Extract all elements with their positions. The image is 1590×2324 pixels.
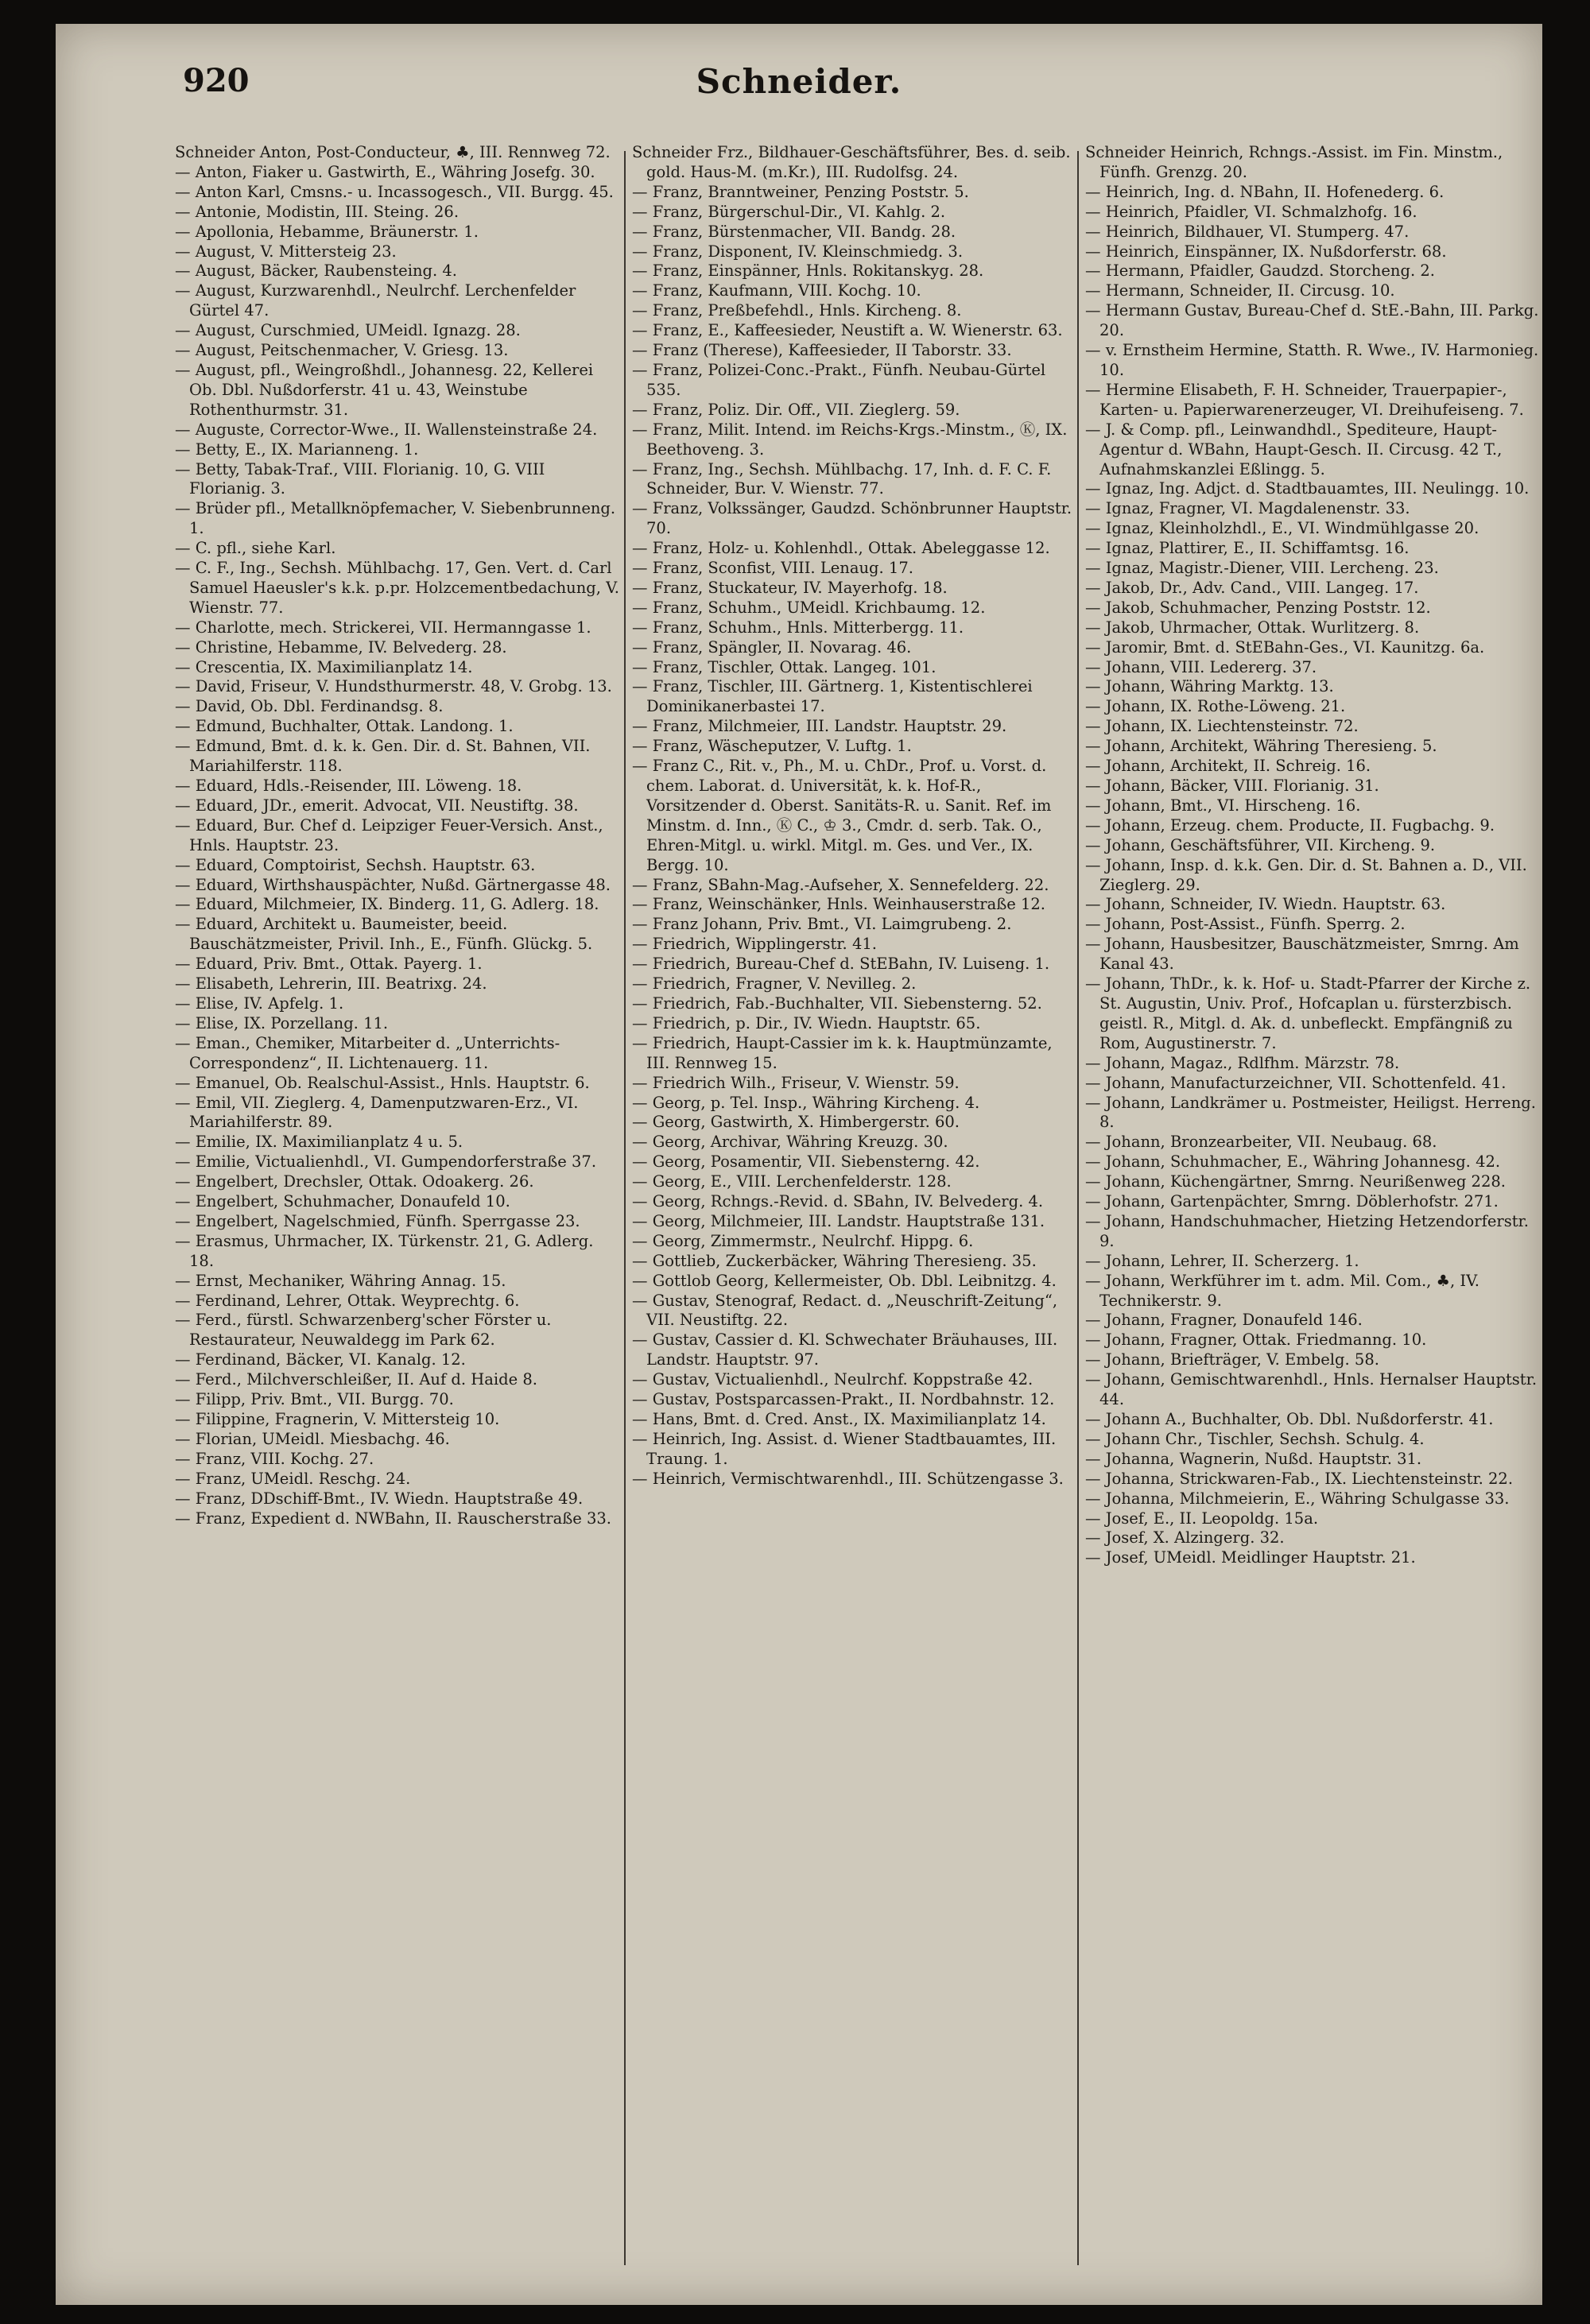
directory-entry: — Johann, Geschäftsführer, VII. Kircheng. 9.	[1085, 835, 1436, 854]
directory-entry: — Engelbert, Nagelschmied, Fünfh. Sperrgasse 23.	[175, 1211, 580, 1230]
directory-entry: — Eduard, Comptoirist, Sechsh. Hauptstr. 63.	[175, 855, 536, 874]
directory-entry: — Georg, Posamentir, VII. Siebensterng. 42.	[632, 1152, 980, 1172]
directory-entry: — Engelbert, Drechsler, Ottak. Odoakerg. 26.	[175, 1172, 534, 1191]
directory-entry: — Heinrich, Ing. Assist. d. Wiener Stadtbauamtes, III. Traung. 1.	[632, 1429, 1057, 1468]
directory-entry: — Crescentia, IX. Maximilianplatz 14.	[175, 657, 473, 676]
directory-entry: — Franz C., Rit. v., Ph., M. u. ChDr., Prof. u. Vorst. d. chem. Laborat. d. Universität, k. k. Hof-R., Vorsitzender d. Oberst. Sanitäts-R. u. Sanit. Ref. im Minstm. d. Inn., Ⓚ C., ♔ 3., Cmdr. d. serb. Tak. O., Ehren-Mitgl. u. wirkl. Mitgl. m. Ges. und Ver., IX. Bergg. 10.	[632, 757, 1052, 874]
column-divider	[1077, 151, 1079, 2265]
directory-entry: — Johann, Architekt, II. Schreig. 16.	[1085, 757, 1371, 776]
directory-entry: — Franz, Ing., Sechsh. Mühlbachg. 17, Inh. d. F. C. F. Schneider, Bur. V. Wienstr. 77.	[632, 459, 1052, 498]
directory-entry: — Betty, Tabak-Traf., VIII. Florianig. 10, G. VIII Florianig. 3.	[175, 459, 545, 498]
directory-entry: — C. pfl., siehe Karl.	[175, 539, 336, 558]
directory-entry: — Johann, Bronzearbeiter, VII. Neubaug. 68.	[1085, 1133, 1437, 1152]
directory-entry: — Friedrich, Fragner, V. Nevilleg. 2.	[632, 974, 917, 994]
directory-entry: — Jakob, Dr., Adv. Cand., VIII. Langeg. 17.	[1085, 578, 1419, 597]
directory-entry: — Franz, Branntweiner, Penzing Poststr. 5.	[632, 182, 969, 201]
directory-entry: — C. F., Ing., Sechsh. Mühlbachg. 17, Gen. Vert. d. Carl Samuel Haeusler's k.k. p.pr. Holzcementbedachung, V. Wienstr. 77.	[175, 559, 620, 617]
directory-entry: — Johann, Küchengärtner, Smrng. Neurißenweg 228.	[1085, 1172, 1506, 1191]
directory-entry: — Emanuel, Ob. Realschul-Assist., Hnls. Hauptstr. 6.	[175, 1073, 590, 1092]
directory-entry: — Franz, Bürstenmacher, VII. Bandg. 28.	[632, 222, 956, 241]
directory-entry: — Filipp, Priv. Bmt., VII. Burgg. 70.	[175, 1390, 454, 1409]
directory-entry: — Franz, UMeidl. Reschg. 24.	[175, 1469, 411, 1488]
directory-entry: — Johann, Bäcker, VIII. Florianig. 31.	[1085, 777, 1379, 795]
directory-entry: — Johann, Gemischtwarenhdl., Hnls. Hernalser Hauptstr. 44.	[1085, 1370, 1538, 1409]
directory-entry: — Johann, IX. Rothe-Löweng. 21.	[1085, 697, 1346, 716]
columns	[175, 143, 1542, 2289]
directory-entry: — Elisabeth, Lehrerin, III. Beatrixg. 24.	[175, 974, 487, 994]
directory-entry: — Johann, IX. Liechtensteinstr. 72.	[1085, 717, 1359, 736]
directory-entry: — Franz, Milit. Intend. im Reichs-Krgs.-Minstm., Ⓚ, IX. Beethoveng. 3.	[632, 420, 1068, 459]
directory-entry: — Josef, UMeidl. Meidlinger Hauptstr. 21.	[1085, 1548, 1416, 1567]
directory-entry: — Johann, Fragner, Donaufeld 146.	[1085, 1311, 1363, 1330]
column-3	[1085, 143, 1542, 2281]
directory-entry: — Elise, IV. Apfelg. 1.	[175, 994, 344, 1013]
directory-entry: Schneider Anton, Post-Conducteur, ♣, III. Rennweg 72.	[175, 143, 611, 161]
directory-entry: — Ferdinand, Bäcker, VI. Kanalg. 12.	[175, 1350, 466, 1369]
directory-entry: — Franz Johann, Priv. Bmt., VI. Laimgrubeng. 2.	[632, 915, 1012, 934]
directory-entry: — Franz, Spängler, II. Novarag. 46.	[632, 637, 912, 657]
directory-entry: — Hermann Gustav, Bureau-Chef d. StE.-Bahn, III. Parkg. 20.	[1085, 301, 1539, 340]
directory-entry: — Franz, Schuhm., Hnls. Mitterbergg. 11.	[632, 618, 964, 637]
directory-entry: — Franz, Tischler, III. Gärtnerg. 1, Kistentischlerei Dominikanerbastei 17.	[632, 677, 1033, 716]
directory-entry: — Friedrich, p. Dir., IV. Wiedn. Hauptstr. 65.	[632, 1013, 981, 1032]
directory-entry: — Anton Karl, Cmsns.- u. Incassogesch., VII. Burgg. 45.	[175, 182, 614, 201]
directory-entry: — Johann, Schneider, IV. Wiedn. Hauptstr. 63.	[1085, 895, 1446, 914]
directory-entry: — Elise, IX. Porzellang. 11.	[175, 1013, 389, 1032]
page-header	[56, 24, 1542, 103]
directory-entry: — Franz, VIII. Kochg. 27.	[175, 1449, 374, 1468]
directory-entry: — Franz, Sconfist, VIII. Lenaug. 17.	[632, 559, 913, 578]
directory-entry: Schneider Frz., Bildhauer-Geschäftsführer, Bes. d. seib. gold. Haus-M. (m.Kr.), III. Rudolfsg. 24.	[632, 143, 1071, 181]
column-divider	[624, 151, 626, 2265]
directory-entry: — Johann, Bmt., VI. Hirscheng. 16.	[1085, 796, 1361, 815]
directory-entry: — Heinrich, Pfaidler, VI. Schmalzhofg. 16.	[1085, 202, 1417, 221]
directory-entry: — Georg, Archivar, Währing Kreuzg. 30.	[632, 1133, 948, 1152]
directory-entry: — Franz, Schuhm., UMeidl. Krichbaumg. 12.	[632, 598, 986, 617]
directory-entry: — Ignaz, Kleinholzhdl., E., VI. Windmühlgasse 20.	[1085, 519, 1479, 538]
directory-entry: — Franz, Preßbefehdl., Hnls. Kircheng. 8.	[632, 301, 962, 320]
directory-entry: — August, Peitschenmacher, V. Griesg. 13.	[175, 341, 509, 360]
directory-entry: — Friedrich, Wipplingerstr. 41.	[632, 935, 877, 954]
directory-entry: — Apollonia, Hebamme, Bräunerstr. 1.	[175, 222, 479, 241]
directory-entry: — Hermann, Schneider, II. Circusg. 10.	[1085, 281, 1395, 300]
directory-entry: — Florian, UMeidl. Miesbachg. 46.	[175, 1429, 450, 1448]
directory-entry: — Georg, Rchngs.-Revid. d. SBahn, IV. Belvederg. 4.	[632, 1192, 1044, 1211]
directory-entry: — Johanna, Milchmeierin, E., Währing Schulgasse 33.	[1085, 1489, 1510, 1508]
directory-entry: — Johann, Manufacturzeichner, VII. Schottenfeld. 41.	[1085, 1073, 1507, 1092]
directory-entry: — Auguste, Corrector-Wwe., II. Wallensteinstraße 24.	[175, 420, 598, 439]
directory-entry: — Franz, Einspänner, Hnls. Rokitanskyg. 28.	[632, 261, 984, 281]
directory-page	[56, 24, 1542, 2305]
directory-entry: — August, V. Mittersteig 23.	[175, 242, 397, 261]
directory-entry: — August, pfl., Weingroßhdl., Johannesg. 22, Kellerei Ob. Dbl. Nußdorferstr. 41 u. 43, Weinstube Rothenthurmstr. 31.	[175, 360, 594, 419]
directory-entry: — Franz, Wäscheputzer, V. Luftg. 1.	[632, 737, 912, 756]
directory-entry: — Ferdinand, Lehrer, Ottak. Weyprechtg. 6.	[175, 1291, 520, 1310]
directory-entry: — Franz, Weinschänker, Hnls. Weinhauserstraße 12.	[632, 895, 1045, 914]
directory-entry: — Filippine, Fragnerin, V. Mittersteig 10.	[175, 1410, 500, 1428]
directory-entry: — Franz, Stuckateur, IV. Mayerhofg. 18.	[632, 578, 948, 597]
directory-entry: — Eduard, JDr., emerit. Advocat, VII. Neustiftg. 38.	[175, 796, 579, 815]
directory-entry: — Johann, Währing Marktg. 13.	[1085, 677, 1334, 696]
directory-entry: — Franz, Kaufmann, VIII. Kochg. 10.	[632, 281, 921, 300]
directory-entry: — Georg, E., VIII. Lerchenfelderstr. 128.	[632, 1172, 952, 1191]
directory-entry: — David, Ob. Dbl. Ferdinandsg. 8.	[175, 697, 444, 716]
directory-entry: — Ignaz, Plattirer, E., II. Schiffamtsg. 16.	[1085, 539, 1410, 558]
directory-entry: — Friedrich Wilh., Friseur, V. Wienstr. 59.	[632, 1073, 960, 1092]
directory-entry: — Johann, VIII. Ledererg. 37.	[1085, 657, 1317, 676]
directory-entry: — Johann, Landkrämer u. Postmeister, Heiligst. Herreng. 8.	[1085, 1093, 1536, 1132]
directory-entry: — Ignaz, Magistr.-Diener, VIII. Lercheng. 23.	[1085, 559, 1439, 578]
column-2	[632, 143, 1073, 2281]
directory-entry: — Johann, ThDr., k. k. Hof- u. Stadt-Pfarrer der Kirche z. St. Augustin, Univ. Prof., Hofcaplan u. fürsterzbisch. geistl. R., Mitgl. d. Ak. d. unbefleckt. Empfängniß zu Rom, Augustinerstr. 7.	[1085, 974, 1531, 1052]
directory-entry: — Friedrich, Bureau-Chef d. StEBahn, IV. Luiseng. 1.	[632, 955, 1050, 974]
directory-entry: — Franz, Expedient d. NWBahn, II. Rauscherstraße 33.	[175, 1509, 611, 1528]
directory-entry: — Edmund, Bmt. d. k. k. Gen. Dir. d. St. Bahnen, VII. Mariahilferstr. 118.	[175, 737, 591, 776]
directory-entry: — Gustav, Cassier d. Kl. Schwechater Bräuhauses, III. Landstr. Hauptstr. 97.	[632, 1330, 1058, 1369]
directory-entry: — Engelbert, Schuhmacher, Donaufeld 10.	[175, 1192, 510, 1211]
directory-entry: — Johann, Post-Assist., Fünfh. Sperrg. 2.	[1085, 915, 1406, 934]
directory-entry: — Johann, Architekt, Währing Theresieng. 5.	[1085, 737, 1437, 756]
directory-entry: — Johann, Insp. d. k.k. Gen. Dir. d. St. Bahnen a. D., VII. Zieglerg. 29.	[1085, 855, 1527, 894]
directory-entry: — Franz, Bürgerschul-Dir., VI. Kahlg. 2.	[632, 202, 946, 221]
directory-entry: — Eduard, Milchmeier, IX. Binderg. 11, G. Adlerg. 18.	[175, 895, 599, 914]
directory-entry: — Georg, Zimmermstr., Neulrchf. Hippg. 6.	[632, 1231, 974, 1250]
directory-entry: — Emilie, Victualienhdl., VI. Gumpendorferstraße 37.	[175, 1152, 597, 1172]
directory-entry: — Johann, Magaz., Rdlfhm. Märzstr. 78.	[1085, 1053, 1400, 1072]
directory-entry: — Franz, Polizei-Conc.-Prakt., Fünfh. Neubau-Gürtel 535.	[632, 360, 1046, 399]
directory-entry: — Charlotte, mech. Strickerei, VII. Hermanngasse 1.	[175, 618, 591, 637]
directory-entry: — Eduard, Bur. Chef d. Leipziger Feuer-Versich. Anst., Hnls. Hauptstr. 23.	[175, 815, 603, 854]
directory-entry: — Anton, Fiaker u. Gastwirth, E., Währing Josefg. 30.	[175, 162, 595, 181]
directory-entry: — Heinrich, Einspänner, IX. Nußdorferstr. 68.	[1085, 242, 1447, 261]
directory-entry: — Johann, Hausbesitzer, Bauschätzmeister, Smrng. Am Kanal 43.	[1085, 935, 1519, 974]
directory-entry: — Hermine Elisabeth, F. H. Schneider, Trauerpapier-, Karten- u. Papierwarenerzeuger, VI. Dreihufeiseng. 7.	[1085, 380, 1524, 419]
directory-entry: — Friedrich, Fab.-Buchhalter, VII. Siebensterng. 52.	[632, 994, 1042, 1013]
directory-entry: — Eduard, Hdls.-Reisender, III. Löweng. 18.	[175, 777, 522, 795]
directory-entry: — August, Bäcker, Raubensteing. 4.	[175, 261, 457, 281]
directory-entry: — Johann, Briefträger, V. Embelg. 58.	[1085, 1350, 1379, 1369]
directory-entry: — Jakob, Uhrmacher, Ottak. Wurlitzerg. 8.	[1085, 618, 1420, 637]
directory-entry: — Ferd., Milchverschleißer, II. Auf d. Haide 8.	[175, 1370, 537, 1389]
directory-entry: — Franz, SBahn-Mag.-Aufseher, X. Sennefelderg. 22.	[632, 875, 1049, 894]
directory-entry: — Franz, Tischler, Ottak. Langeg. 101.	[632, 657, 937, 676]
directory-entry: — Heinrich, Vermischtwarenhdl., III. Schützengasse 3.	[632, 1469, 1064, 1488]
directory-entry: — J. & Comp. pfl., Leinwandhdl., Spediteure, Haupt-Agentur d. WBahn, Haupt-Gesch. II. Circusg. 42 T., Aufnahmskanzlei Eßlingg. 5.	[1085, 420, 1503, 478]
directory-entry: — Edmund, Buchhalter, Ottak. Landong. 1.	[175, 717, 514, 736]
directory-entry: — Christine, Hebamme, IV. Belvederg. 28.	[175, 637, 507, 657]
directory-entry: — Johanna, Strickwaren-Fab., IX. Liechtensteinstr. 22.	[1085, 1469, 1514, 1488]
directory-entry: — Erasmus, Uhrmacher, IX. Türkenstr. 21, G. Adlerg. 18.	[175, 1231, 594, 1270]
column-1	[175, 143, 620, 2281]
directory-entry: — Hermann, Pfaidler, Gaudzd. Storcheng. 2.	[1085, 261, 1435, 281]
directory-entry: — Georg, Milchmeier, III. Landstr. Hauptstraße 131.	[632, 1211, 1045, 1230]
directory-entry: — Franz (Therese), Kaffeesieder, II Taborstr. 33.	[632, 341, 1012, 360]
directory-entry: — Johann, Fragner, Ottak. Friedmanng. 10.	[1085, 1330, 1427, 1350]
directory-entry: — Johann, Erzeug. chem. Producte, II. Fugbachg. 9.	[1085, 815, 1495, 835]
directory-entry: — Eduard, Architekt u. Baumeister, beeid. Bauschätzmeister, Privil. Inh., E., Fünfh. Glückg. 5.	[175, 915, 593, 954]
directory-entry: — Jaromir, Bmt. d. StEBahn-Ges., VI. Kaunitzg. 6a.	[1085, 637, 1485, 657]
directory-entry: — Eduard, Priv. Bmt., Ottak. Payerg. 1.	[175, 955, 483, 974]
directory-entry: — Johann A., Buchhalter, Ob. Dbl. Nußdorferstr. 41.	[1085, 1410, 1494, 1428]
directory-entry: — Franz, Poliz. Dir. Off., VII. Zieglerg. 59.	[632, 400, 960, 419]
directory-entry: — Gustav, Postsparcassen-Prakt., II. Nordbahnstr. 12.	[632, 1390, 1055, 1409]
directory-entry: — August, Curschmied, UMeidl. Ignazg. 28.	[175, 321, 521, 340]
directory-entry: — Johann, Lehrer, II. Scherzerg. 1.	[1085, 1251, 1359, 1270]
directory-entry: — Franz, E., Kaffeesieder, Neustift a. W. Wienerstr. 63.	[632, 321, 1063, 340]
running-head: Schneider.	[696, 62, 902, 101]
directory-entry: — Eduard, Wirthshauspächter, Nußd. Gärtnergasse 48.	[175, 875, 611, 894]
directory-entry: — Johann, Gartenpächter, Smrng. Döblerhofstr. 271.	[1085, 1192, 1499, 1211]
directory-entry: — Johann, Werkführer im t. adm. Mil. Com., ♣, IV. Technikerstr. 9.	[1085, 1271, 1479, 1310]
directory-entry: — Franz, Milchmeier, III. Landstr. Hauptstr. 29.	[632, 717, 1007, 736]
directory-entry: — Heinrich, Bildhauer, VI. Stumperg. 47.	[1085, 222, 1410, 241]
directory-entry: — Josef, X. Alzingerg. 32.	[1085, 1528, 1285, 1547]
directory-entry: — Franz, DDschiff-Bmt., IV. Wiedn. Hauptstraße 49.	[175, 1489, 584, 1508]
directory-entry: — David, Friseur, V. Hundsthurmerstr. 48, V. Grobg. 13.	[175, 677, 612, 696]
directory-entry: — Ignaz, Fragner, VI. Magdalenenstr. 33.	[1085, 499, 1410, 518]
directory-entry: — Emilie, IX. Maximilianplatz 4 u. 5.	[175, 1133, 463, 1152]
directory-entry: — Eman., Chemiker, Mitarbeiter d. „Unterrichts-Correspondenz“, II. Lichtenauerg. 11.	[175, 1033, 560, 1072]
directory-entry: — Gustav, Victualienhdl., Neulrchf. Koppstraße 42.	[632, 1370, 1034, 1389]
directory-entry: — Hans, Bmt. d. Cred. Anst., IX. Maximilianplatz 14.	[632, 1410, 1046, 1428]
directory-entry: — Gustav, Stenograf, Redact. d. „Neuschrift-Zeitung“, VII. Neustiftg. 22.	[632, 1291, 1058, 1330]
directory-entry: — Franz, Holz- u. Kohlenhdl., Ottak. Abeleggasse 12.	[632, 539, 1050, 558]
directory-entry: — Heinrich, Ing. d. NBahn, II. Hofenederg. 6.	[1085, 182, 1445, 201]
directory-entry: — Brüder pfl., Metallknöpfemacher, V. Siebenbrunneng. 1.	[175, 499, 616, 538]
directory-entry: — Josef, E., II. Leopoldg. 15a.	[1085, 1509, 1319, 1528]
directory-entry: — Gottlieb, Zuckerbäcker, Währing Theresieng. 35.	[632, 1251, 1037, 1270]
directory-entry: — Johann, Schuhmacher, E., Währing Johannesg. 42.	[1085, 1152, 1501, 1172]
directory-entry: — Antonie, Modistin, III. Steing. 26.	[175, 202, 460, 221]
directory-entry: — Johann Chr., Tischler, Sechsh. Schulg. 4.	[1085, 1429, 1425, 1448]
directory-entry: — v. Ernstheim Hermine, Statth. R. Wwe., IV. Harmonieg. 10.	[1085, 341, 1539, 379]
directory-entry: — Johann, Handschuhmacher, Hietzing Hetzendorferstr. 9.	[1085, 1211, 1529, 1250]
page-number: 920	[183, 62, 250, 99]
directory-entry: — Ernst, Mechaniker, Währing Annag. 15.	[175, 1271, 506, 1290]
directory-entry: — Georg, p. Tel. Insp., Währing Kircheng. 4.	[632, 1093, 980, 1112]
directory-entry: — Betty, E., IX. Marianneng. 1.	[175, 440, 419, 459]
directory-entry: — Johanna, Wagnerin, Nußd. Hauptstr. 31.	[1085, 1449, 1422, 1468]
directory-entry: Schneider Heinrich, Rchngs.-Assist. im Fin. Minstm., Fünfh. Grenzg. 20.	[1085, 143, 1503, 181]
directory-entry: — Friedrich, Haupt-Cassier im k. k. Hauptmünzamte, III. Rennweg 15.	[632, 1033, 1053, 1072]
directory-entry: — Ferd., fürstl. Schwarzenberg'scher Förster u. Restaurateur, Neuwaldegg im Park 62.	[175, 1311, 552, 1350]
directory-entry: — August, Kurzwarenhdl., Neulrchf. Lerchenfelder Gürtel 47.	[175, 281, 576, 320]
directory-entry: — Georg, Gastwirth, X. Himbergerstr. 60.	[632, 1113, 960, 1132]
directory-entry: — Gottlob Georg, Kellermeister, Ob. Dbl. Leibnitzg. 4.	[632, 1271, 1057, 1290]
directory-entry: — Franz, Disponent, IV. Kleinschmiedg. 3.	[632, 242, 964, 261]
directory-entry: — Ignaz, Ing. Adjct. d. Stadtbauamtes, III. Neulingg. 10.	[1085, 479, 1530, 498]
directory-entry: — Jakob, Schuhmacher, Penzing Poststr. 12.	[1085, 598, 1431, 617]
directory-entry: — Franz, Volkssänger, Gaudzd. Schönbrunner Hauptstr. 70.	[632, 499, 1072, 538]
directory-entry: — Emil, VII. Zieglerg. 4, Damenputzwaren-Erz., VI. Mariahilferstr. 89.	[175, 1093, 579, 1132]
